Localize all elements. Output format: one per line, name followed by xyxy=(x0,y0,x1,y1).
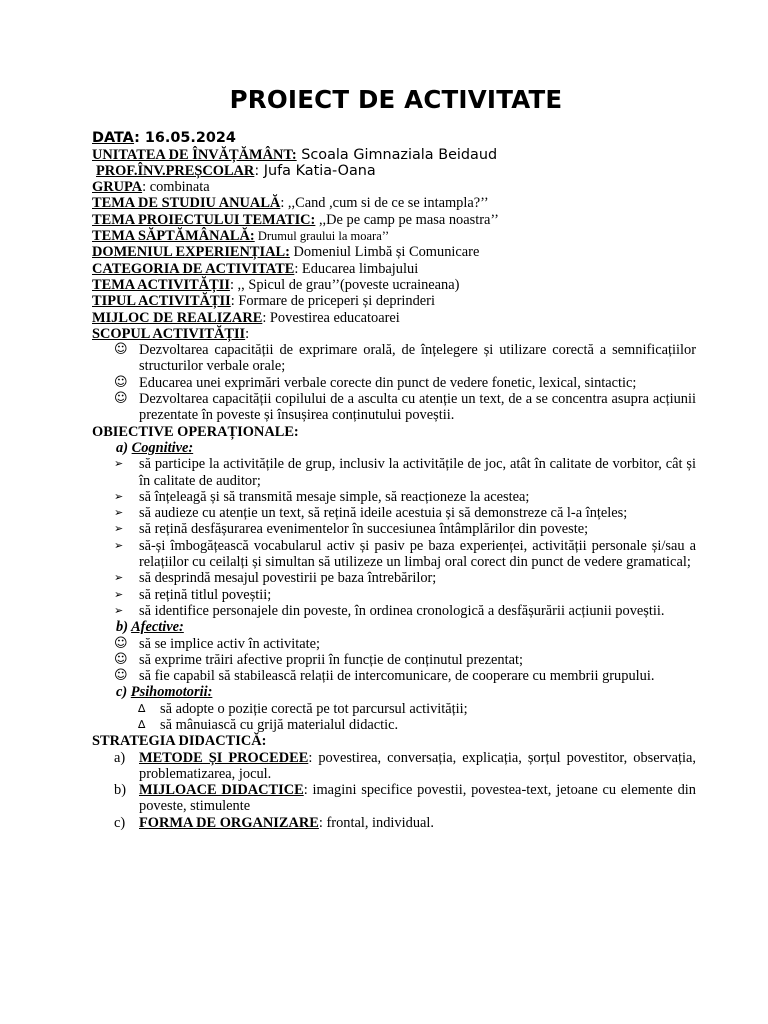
date-value: 16.05.2024 xyxy=(144,130,236,147)
cognitive-item-text: să-și îmbogățească vocabularul activ și pasiv pe baza experienței, activității personale și/sau a relațiilor cu ceilalți și simultan să utilizeze un limbaj oral corect din punct de vedere gramatical; xyxy=(139,537,696,571)
cognitive-item xyxy=(92,538,696,571)
cognitive-item-text: să audieze cu atenție un text, să rețină ideile acestuia și să demonstreze că l-a înțeles; xyxy=(139,505,628,522)
tema-activitatii-value: : ,, Spicul de grau’’(poveste ucraineana) xyxy=(229,276,460,293)
smile-icon: ☺ xyxy=(114,668,128,684)
tema-anuala-label: TEMA DE STUDIU ANUALĂ xyxy=(92,195,281,212)
tema-saptamanala-line xyxy=(92,228,696,244)
scop-item-text: Dezvoltarea capacității de exprimare orală, de înțelegere și utilizare corectă a semnificațiilor structurilor verbale orale; xyxy=(139,342,696,375)
unitatea-line xyxy=(92,147,696,163)
date-line xyxy=(92,130,696,146)
arrow-bullet-icon: ➢ xyxy=(114,522,124,536)
domeniul-line xyxy=(92,244,696,260)
afective-item xyxy=(92,668,696,684)
tema-saptamanala-value: Drumul graului la moara’’ xyxy=(254,229,390,244)
page-title: PROIECT DE ACTIVITATE xyxy=(229,85,563,114)
psihomotorii-item-text: să mânuiască cu grijă materialul didactic. xyxy=(160,716,399,733)
cognitive-item-text: să participe la activitățile de grup, inclusiv la activitățile de joc, atât în calitate de vorbitor, cât și în calitate de auditor; xyxy=(139,456,696,489)
strategia-marker: a) xyxy=(114,749,126,766)
strategia-item-label: FORMA DE ORGANIZARE xyxy=(139,814,319,831)
cognitive-item xyxy=(92,603,696,619)
afective-subheading xyxy=(92,619,696,635)
tema-proiect-label: TEMA PROIECTULUI TEMATIC: xyxy=(92,211,316,228)
tema-saptamanala-label: TEMA SĂPTĂMÂNALĂ: xyxy=(92,228,255,245)
afective-label: Afective: xyxy=(131,619,184,636)
date-label: DATA xyxy=(92,130,135,147)
arrow-bullet-icon: ➢ xyxy=(114,457,124,471)
smile-icon: ☺ xyxy=(114,391,128,407)
delta-bullet-icon: ∆ xyxy=(138,701,146,715)
psihomotorii-item xyxy=(92,701,696,717)
obiective-heading: OBIECTIVE OPERAȚIONALE: xyxy=(92,423,299,440)
categoria-label: CATEGORIA DE ACTIVITATE xyxy=(92,260,295,277)
strategia-item xyxy=(92,782,696,815)
tipul-line xyxy=(92,293,696,309)
psihomotorii-item-text: să adopte o poziție corectă pe tot parcursul activității; xyxy=(160,700,468,717)
strategia-item-text: : imagini specifice povestii, povestea-text, jetoane cu elemente din poveste, stimulente xyxy=(139,782,696,815)
mijloc-line xyxy=(92,310,696,326)
date-colon: : xyxy=(134,130,145,147)
unitatea-label: UNITATEA DE ÎNVĂȚĂMÂNT: xyxy=(92,146,297,163)
arrow-bullet-icon: ➢ xyxy=(114,538,124,552)
afective-item xyxy=(92,636,696,652)
cognitive-item-text: să rețină desfășurarea evenimentelor în succesiunea întâmplărilor din poveste; xyxy=(139,521,589,538)
delta-bullet-icon: ∆ xyxy=(138,717,146,731)
prof-line xyxy=(92,163,696,179)
smile-icon: ☺ xyxy=(114,374,128,390)
scop-item-text: Dezvoltarea capacității copilului de a asculta cu atenție un text, de a se concentra asupra acțiunii prezentate în poveste și însușirea conținutului poveștii. xyxy=(139,391,696,424)
scop-item xyxy=(92,342,696,375)
cognitive-item-text: să identifice personajele din poveste, în ordinea cronologică a desfășurării acțiunii poveștii. xyxy=(139,602,665,619)
prof-label: PROF.ÎNV.PREȘCOLAR xyxy=(96,162,255,179)
cognitive-item xyxy=(92,570,696,586)
unitatea-value: Scoala Gimnaziala Beidaud xyxy=(296,146,498,163)
strategia-item-label: METODE ȘI PROCEDEE xyxy=(139,749,309,766)
cognitive-item xyxy=(92,505,696,521)
domeniul-label: DOMENIUL EXPERIENȚIAL: xyxy=(92,244,290,261)
tipul-value: : Formare de priceperi și deprinderi xyxy=(230,293,435,310)
strategia-item-text: : frontal, individual. xyxy=(318,814,434,831)
scopul-line xyxy=(92,326,696,342)
arrow-bullet-icon: ➢ xyxy=(114,603,124,617)
mijloc-label: MIJLOC DE REALIZARE xyxy=(92,309,263,326)
cognitive-item xyxy=(92,521,696,537)
scopul-label: SCOPUL ACTIVITĂȚII xyxy=(92,325,246,342)
cognitive-item-text: să înțeleagă și să transmită mesaje simple, să reacționeze la acestea; xyxy=(139,488,530,505)
afective-item-text: să exprime trăiri afective proprii în funcție de conținutul prezentat; xyxy=(139,651,523,668)
tema-activitatii-label: TEMA ACTIVITĂȚII xyxy=(92,276,230,293)
psihomotorii-subheading xyxy=(92,684,696,700)
smile-icon: ☺ xyxy=(114,342,128,358)
cognitive-item xyxy=(92,489,696,505)
afective-marker: b) xyxy=(116,619,128,636)
psihomotorii-marker: c) xyxy=(116,684,128,701)
scopul-value: : xyxy=(245,325,250,342)
tema-anuala-line xyxy=(92,195,696,211)
afective-item-text: să se implice activ în activitate; xyxy=(139,635,321,652)
categoria-value: : Educarea limbajului xyxy=(294,260,419,277)
arrow-bullet-icon: ➢ xyxy=(114,506,124,520)
domeniul-value: Domeniul Limbă și Comunicare xyxy=(289,244,480,261)
strategia-heading: STRATEGIA DIDACTICĂ: xyxy=(92,733,267,750)
cognitive-label: Cognitive: xyxy=(131,439,194,456)
smile-icon: ☺ xyxy=(114,635,128,651)
cognitive-item-text: să desprindă mesajul povestirii pe baza întrebărilor; xyxy=(139,570,437,587)
cognitive-item xyxy=(92,456,696,489)
scop-item xyxy=(92,375,696,391)
prof-value: : Jufa Katia-Oana xyxy=(254,162,376,179)
tema-activitatii-line xyxy=(92,277,696,293)
scop-item-text: Educarea unei exprimări verbale corecte din punct de vedere fonetic, lexical, sintactic; xyxy=(139,374,637,391)
cognitive-item-text: să rețină titlul poveștii; xyxy=(139,586,272,603)
smile-icon: ☺ xyxy=(114,651,128,667)
strategia-item-text: : povestirea, conversația, explicația, șorțul povestitor, observația, problematizarea, jocul. xyxy=(139,749,696,782)
arrow-bullet-icon: ➢ xyxy=(114,489,124,503)
tipul-label: TIPUL ACTIVITĂȚII xyxy=(92,293,231,310)
mijloc-value: : Povestirea educatoarei xyxy=(262,309,400,326)
grupa-label: GRUPA xyxy=(92,179,143,196)
cognitive-subheading xyxy=(92,440,696,456)
psihomotorii-item xyxy=(92,717,696,733)
tema-anuala-value: : ,,Cand ,cum si de ce se intampla?’’ xyxy=(280,195,489,212)
categoria-line xyxy=(92,261,696,277)
strategia-marker: c) xyxy=(114,814,126,831)
cognitive-marker: a) xyxy=(116,439,128,456)
tema-proiect-line xyxy=(92,212,696,228)
psihomotorii-label: Psihomotorii: xyxy=(130,684,213,701)
grupa-value: : combinata xyxy=(142,179,210,196)
arrow-bullet-icon: ➢ xyxy=(114,587,124,601)
afective-item xyxy=(92,652,696,668)
strategia-item xyxy=(92,815,696,831)
tema-proiect-value: ,,De pe camp pe masa noastra’’ xyxy=(315,211,499,228)
strategia-item xyxy=(92,750,696,783)
strategia-item-label: MIJLOACE DIDACTICE xyxy=(139,782,304,799)
strategia-marker: b) xyxy=(114,782,126,799)
grupa-line xyxy=(92,179,696,195)
scop-item xyxy=(92,391,696,424)
arrow-bullet-icon: ➢ xyxy=(114,571,124,585)
cognitive-item xyxy=(92,587,696,603)
afective-item-text: să fie capabil să stabilească relații de intercomunicare, de cooperare cu membrii grupului. xyxy=(139,668,655,685)
